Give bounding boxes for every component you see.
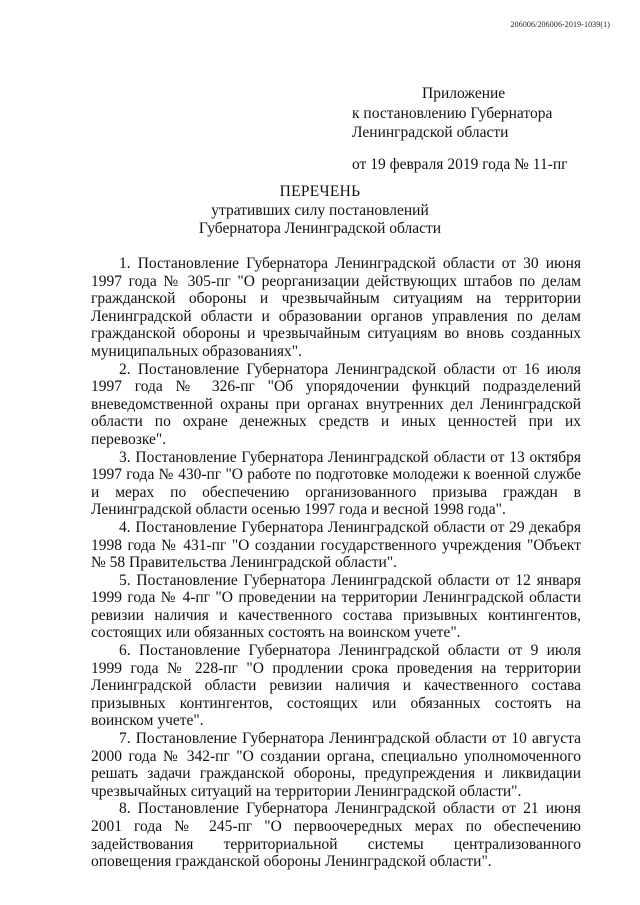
item-text: Постановление Губернатора Ленинградской области от 21 июня 2001 года № 245-пг "О первоочередных мерах по обеспечению задействования территориальной системы централизованного оповещения гражданской обороны Ленинградской области".: [91, 800, 582, 871]
item-text: Постановление Губернатора Ленинградской области от 12 января 1999 года № 4-пг "О проведении на территории Ленинградской области ревизии наличия и качественного состава призывных контингентов, состоящих или обязанных состоять на воинском учете".: [91, 571, 582, 642]
list-item: [91, 361, 581, 449]
appendix-line-4: от 19 февраля 2019 года № 11-пг: [352, 155, 568, 173]
item-number: 4.: [119, 518, 131, 536]
item-text: Постановление Губернатора Ленинградской области от 29 декабря 1998 года № 431-пг "О создании государственного учреждения "Объект № 58 Правительства Ленинградской области".: [91, 518, 582, 572]
appendix-line-3: Ленинградской области: [352, 124, 509, 141]
title-block: [0, 183, 640, 239]
item-text: Постановление Губернатора Ленинградской области от 13 октября 1997 года № 430-пг "О работе по подготовке молодежи к военной службе и мерах по обеспечению организованного призыва граждан в Ленинградской области осенью 1997 года и весной 1998 года".: [91, 448, 581, 519]
appendix-line-1: Приложение: [422, 85, 506, 102]
item-number: 2.: [119, 360, 131, 378]
item-text: Постановление Губернатора Ленинградской области от 16 июля 1997 года № 326-пг "Об упорядочении функций подразделений вневедомственной охраны при органах внутренних дел Ленинградской области по охране денежных средств и иных ценностей при их перевозке".: [91, 360, 581, 448]
item-number: 1.: [119, 255, 131, 272]
document-title: ПЕРЕЧЕНЬ: [279, 183, 361, 200]
list-item: [91, 519, 581, 572]
item-number: 8.: [119, 800, 131, 818]
document-subtitle-1: утративших силу постановлений: [211, 201, 429, 219]
list-item: [91, 572, 581, 642]
item-text: Постановление Губернатора Ленинградской области от 9 июля 1999 года № 228-пг "О продлении срока проведения на территории Ленинградской области ревизии наличия и качественного состава призывных контингентов, состоящих или обязанных состоять на воинском учете".: [91, 642, 581, 730]
item-text: Постановление Губернатора Ленинградской области от 10 августа 2000 года № 342-пг "О создании органа, специально уполномоченного решать задачи гражданской обороны, предупреждения и ликвидации чрезвычайных ситуаций на территории Ленинградской области".: [91, 730, 581, 800]
item-text: Постановление Губернатора Ленинградской области от 30 июня 1997 года № 305-пг "О реорганизации действующих штабов по делам гражданской обороны и чрезвычайным ситуациям на территории Ленинградской области и образовании органов управления по делам гражданской обороны и чрезвычайным ситуациям во вновь созданных муниципальных образованиях".: [91, 255, 582, 360]
document-subtitle-2: Губернатора Ленинградской области: [198, 220, 442, 237]
list-item: [91, 730, 581, 800]
items-list: [91, 255, 581, 871]
item-number: 6.: [119, 642, 131, 660]
appendix-block: [352, 84, 568, 174]
list-item: [91, 800, 581, 870]
appendix-line-2: к постановлению Губернатора: [352, 104, 553, 122]
list-item: [91, 449, 581, 519]
item-number: 5.: [119, 571, 131, 589]
list-item: [91, 642, 581, 730]
item-number: 3.: [119, 448, 131, 466]
document-id: 206006/206006-2019-1039(1): [510, 20, 610, 29]
list-item: [91, 255, 581, 361]
item-number: 7.: [119, 730, 131, 748]
